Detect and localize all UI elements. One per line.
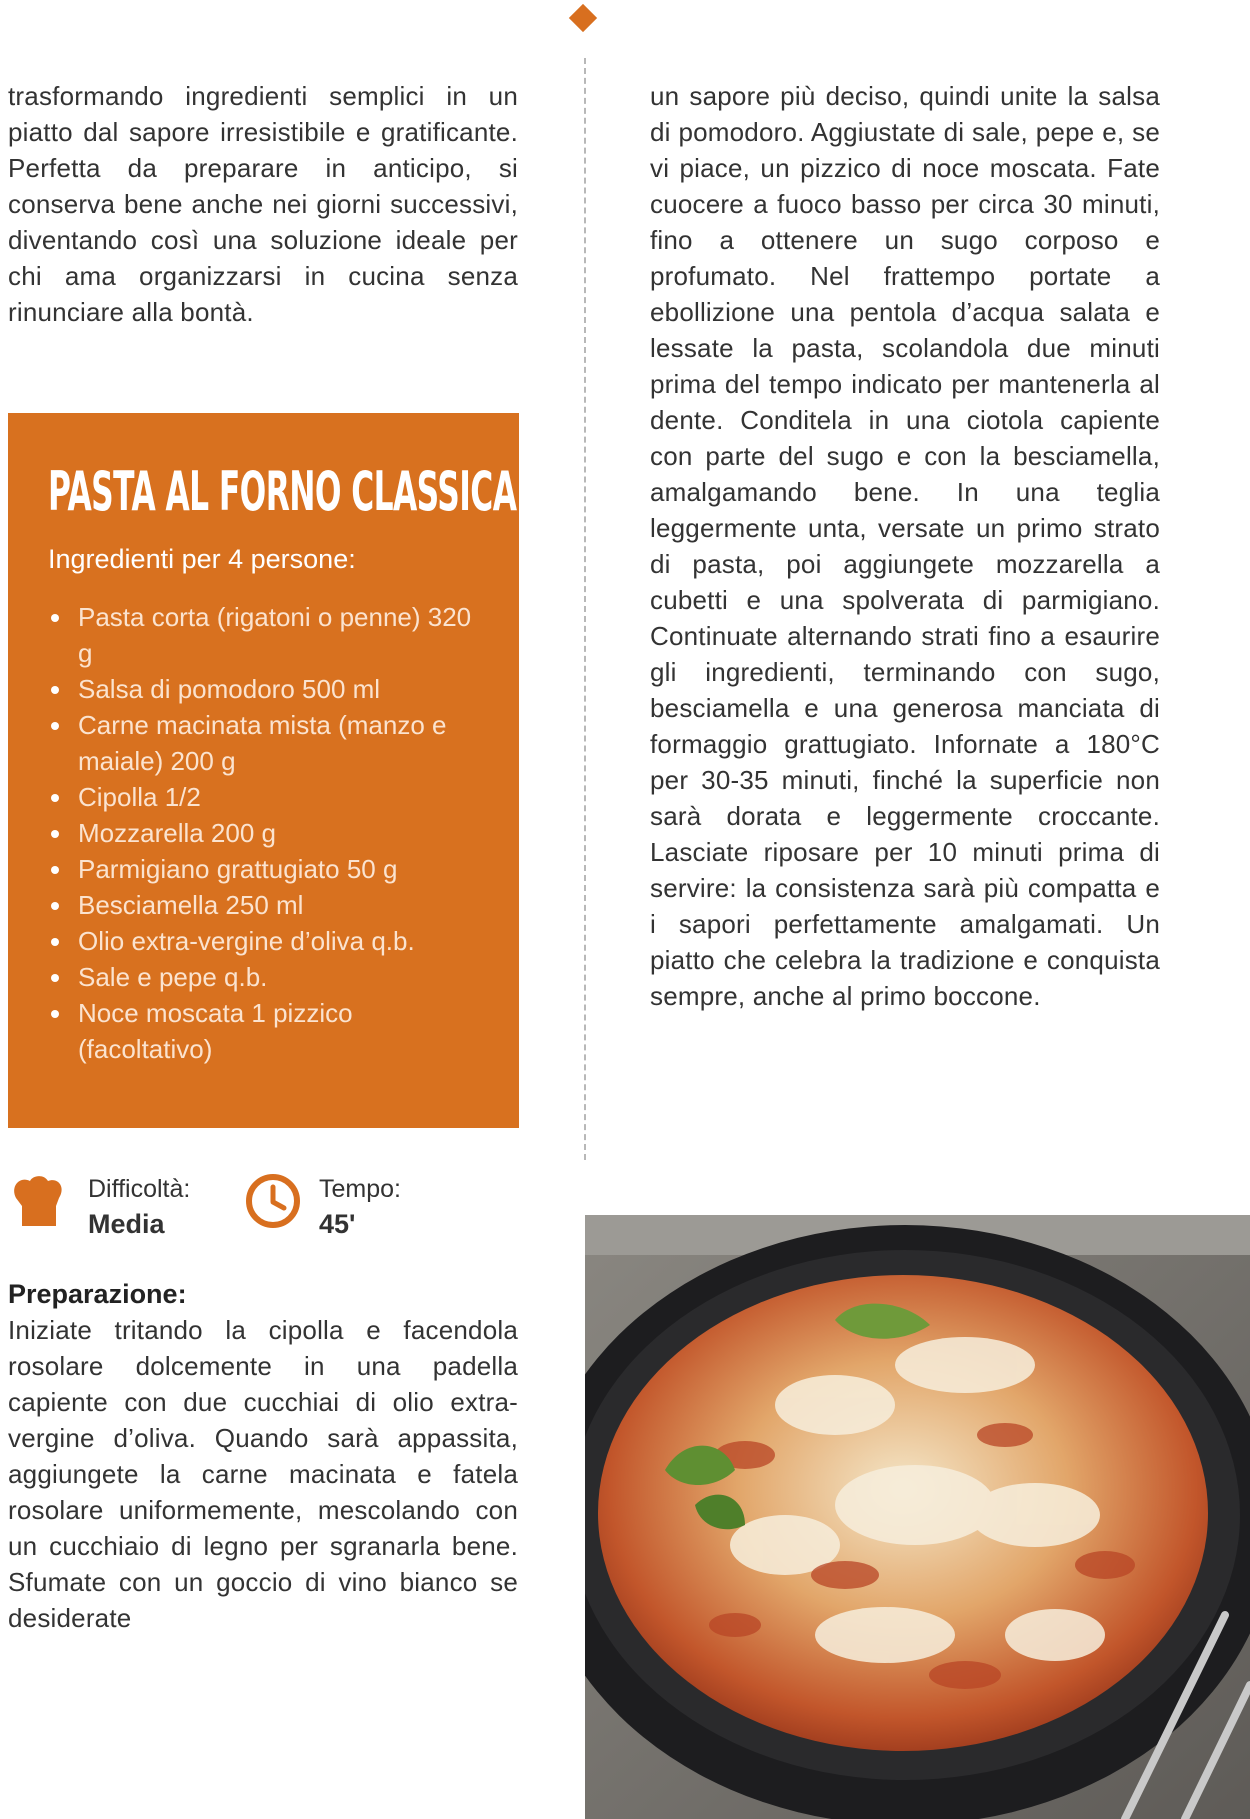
recipe-box xyxy=(8,413,519,1128)
ingredient-text: Sale e pepe q.b. xyxy=(78,962,268,992)
ingredient-item xyxy=(48,923,489,959)
ingredient-text: Noce moscata 1 pizzico (facoltativo) xyxy=(78,998,353,1064)
bullet-icon xyxy=(51,794,59,802)
bullet-icon xyxy=(51,686,59,694)
decorative-diamond xyxy=(569,4,597,32)
difficulty-value: Media xyxy=(88,1209,165,1239)
ingredient-text: Carne macinata mista (manzo e maiale) 200 g xyxy=(78,710,447,776)
difficulty-label: Difficoltà: xyxy=(88,1175,191,1203)
ingredient-item xyxy=(48,959,489,995)
ingredient-text: Parmigiano grattugiato 50 g xyxy=(78,854,398,884)
column-divider xyxy=(584,58,586,1160)
intro-paragraph: trasformando ingredienti semplici in un piatto dal sapore irresistibile e gratificante. Perfetta da preparare in anticipo, si conserva bene anche nei giorni successivi, diventando così una soluzione ideale per chi ama organizzarsi in cucina senza rinunciare alla bontà. xyxy=(8,81,518,327)
ingredient-item xyxy=(48,887,489,923)
ingredient-text: Besciamella 250 ml xyxy=(78,890,304,920)
ingredient-item xyxy=(48,995,489,1067)
clock-icon xyxy=(244,1172,302,1235)
preparation-text-left: Iniziate tritando la cipolla e facendola rosolare dolcemente in una padella capiente con due cucchiai di olio extra-vergine d’oliva. Quando sarà appassita, aggiungete la carne macinata e fatela rosolare uniformemente, mescolando con un cucchiaio di legno per sgranarla bene. Sfumate con un goccio di vino bianco se desiderate xyxy=(8,1315,518,1633)
ingredient-text: Olio extra-vergine d’oliva q.b. xyxy=(78,926,415,956)
bullet-icon xyxy=(51,866,59,874)
ingredients-heading: Ingredienti per 4 persone: xyxy=(48,544,356,574)
preparation-heading: Preparazione: xyxy=(8,1279,187,1309)
ingredient-text: Mozzarella 200 g xyxy=(78,818,276,848)
ingredient-item xyxy=(48,851,489,887)
bullet-icon xyxy=(51,902,59,910)
bullet-icon xyxy=(51,938,59,946)
recipe-title: PASTA AL FORNO CLASSICA xyxy=(48,460,517,523)
ingredients-list xyxy=(48,599,489,1067)
time-value: 45' xyxy=(319,1209,356,1239)
time-label: Tempo: xyxy=(319,1175,401,1203)
ingredient-item xyxy=(48,707,489,779)
ingredient-text: Salsa di pomodoro 500 ml xyxy=(78,674,381,704)
bullet-icon xyxy=(51,1010,59,1018)
chef-hat-icon xyxy=(8,1172,66,1235)
dish-photo xyxy=(585,1215,1250,1819)
ingredient-item xyxy=(48,815,489,851)
ingredient-text: Pasta corta (rigatoni o penne) 320 g xyxy=(78,602,472,668)
ingredient-text: Cipolla 1/2 xyxy=(78,782,201,812)
preparation-text-right: un sapore più deciso, quindi unite la salsa di pomodoro. Aggiustate di sale, pepe e, se vi piace, un pizzico di noce moscata. Fate cuocere a fuoco basso per circa 30 minuti, fino a ottenere un sugo corposo e profumato. Nel frattempo portate a ebollizione una pentola d’acqua salata e lessate la pasta, scolandola due minuti prima del tempo indicato per mantenerla al dente. Conditela in una ciotola capiente con parte del sugo e con la besciamella, amalgamando bene. In una teglia leggermente unta, versate un primo strato di pasta, poi aggiungete mozzarella a cubetti e una spolverata di parmigiano. Continuate alternando strati fino a esaurire gli ingredienti, terminando con sugo, besciamella e una generosa manciata di formaggio grattugiato. Infornate a 180°C per 30-35 minuti, finché la superficie non sarà dorata e leggermente croccante. Lasciate riposare per 10 minuti prima di servire: la consistenza sarà più compatta e i sapori perfettamente amalgamati. Un piatto che celebra la tradizione e conquista sempre, anche al primo boccone. xyxy=(650,81,1160,1011)
bullet-icon xyxy=(51,722,59,730)
bullet-icon xyxy=(51,830,59,838)
ingredient-item xyxy=(48,671,489,707)
bullet-icon xyxy=(51,614,59,622)
bullet-icon xyxy=(51,974,59,982)
ingredient-item xyxy=(48,779,489,815)
ingredient-item xyxy=(48,599,489,671)
